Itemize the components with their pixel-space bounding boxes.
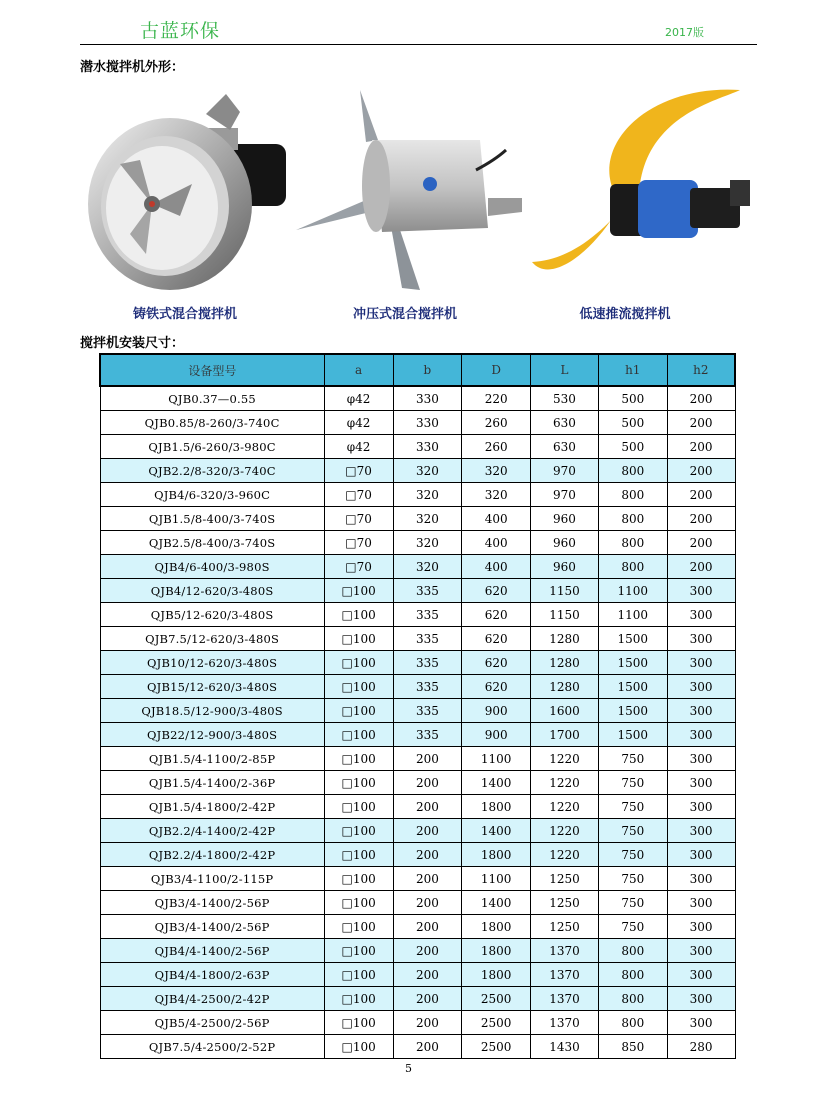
- dimension-cell: 530: [531, 386, 599, 411]
- dimension-cell: 630: [531, 411, 599, 435]
- dimension-cell: 320: [393, 459, 462, 483]
- dimension-cell: 300: [667, 723, 735, 747]
- model-cell: QJB1.5/8-400/3-740S: [100, 507, 324, 531]
- dimension-cell: 1500: [598, 651, 667, 675]
- table-row: [100, 435, 735, 459]
- dimension-cell: 1280: [531, 675, 599, 699]
- dimension-cell: □70: [324, 459, 393, 483]
- dimension-cell: 1800: [462, 915, 531, 939]
- dimension-cell: 750: [598, 747, 667, 771]
- dimension-cell: 300: [667, 843, 735, 867]
- dimension-cell: 750: [598, 915, 667, 939]
- page-number: 5: [405, 1062, 412, 1075]
- dimension-cell: 1430: [531, 1035, 599, 1059]
- dimension-cell: 300: [667, 795, 735, 819]
- table-row: [100, 651, 735, 675]
- table-row: [100, 819, 735, 843]
- dimension-cell: 300: [667, 579, 735, 603]
- dimension-cell: 750: [598, 891, 667, 915]
- dimension-cell: □70: [324, 555, 393, 579]
- dimension-cell: 335: [393, 603, 462, 627]
- dimension-cell: □70: [324, 483, 393, 507]
- table-row: [100, 507, 735, 531]
- dimension-cell: 750: [598, 843, 667, 867]
- dimension-cell: 220: [462, 386, 531, 411]
- dimension-cell: □70: [324, 507, 393, 531]
- dimension-cell: 1500: [598, 723, 667, 747]
- column-header: L: [531, 354, 599, 386]
- dimension-cell: 1500: [598, 627, 667, 651]
- dimension-cell: □100: [324, 723, 393, 747]
- model-cell: QJB4/6-400/3-980S: [100, 555, 324, 579]
- dimension-cell: 1700: [531, 723, 599, 747]
- model-cell: QJB7.5/4-2500/2-52P: [100, 1035, 324, 1059]
- dimension-cell: 800: [598, 555, 667, 579]
- dimension-cell: 335: [393, 627, 462, 651]
- dimension-cell: 2500: [462, 987, 531, 1011]
- edition-label: 2017版: [665, 26, 704, 39]
- dimension-cell: □100: [324, 603, 393, 627]
- dimension-cell: 500: [598, 435, 667, 459]
- dimension-cell: 800: [598, 963, 667, 987]
- dimension-cell: 620: [462, 651, 531, 675]
- dimension-cell: 620: [462, 675, 531, 699]
- dimensions-table: [99, 353, 736, 1059]
- table-row: [100, 747, 735, 771]
- model-cell: QJB5/12-620/3-480S: [100, 603, 324, 627]
- dimension-cell: 330: [393, 386, 462, 411]
- model-cell: QJB3/4-1100/2-115P: [100, 867, 324, 891]
- dimension-cell: 1800: [462, 843, 531, 867]
- dimension-cell: 300: [667, 891, 735, 915]
- section-title-appearance: 潜水搅拌机外形：: [80, 60, 185, 75]
- model-cell: QJB22/12-900/3-480S: [100, 723, 324, 747]
- dimension-cell: 335: [393, 675, 462, 699]
- table-row: [100, 939, 735, 963]
- dimension-cell: 800: [598, 483, 667, 507]
- dimension-cell: 200: [393, 915, 462, 939]
- model-cell: QJB4/6-320/3-960C: [100, 483, 324, 507]
- caption-stamped-mixer: 冲压式混合搅拌机: [352, 307, 457, 322]
- dimension-cell: 1500: [598, 699, 667, 723]
- section-title-install-dimensions: 搅拌机安装尺寸：: [80, 336, 185, 351]
- dimension-cell: □100: [324, 651, 393, 675]
- low-speed-flow-mixer-image: [530, 84, 760, 294]
- dimension-cell: 970: [531, 459, 599, 483]
- dimension-cell: 800: [598, 939, 667, 963]
- dimension-cell: 200: [393, 747, 462, 771]
- dimension-cell: □100: [324, 579, 393, 603]
- table-body: [100, 386, 735, 1059]
- table-row: [100, 579, 735, 603]
- table-row: [100, 483, 735, 507]
- dimension-cell: φ42: [324, 411, 393, 435]
- dimension-cell: 750: [598, 819, 667, 843]
- dimension-cell: 320: [462, 459, 531, 483]
- dimension-cell: 1250: [531, 867, 599, 891]
- dimension-cell: 300: [667, 915, 735, 939]
- dimension-cell: 400: [462, 555, 531, 579]
- table-row: [100, 531, 735, 555]
- dimension-cell: 200: [393, 795, 462, 819]
- dimension-cell: 260: [462, 411, 531, 435]
- table-row: [100, 411, 735, 435]
- dimension-cell: 200: [393, 843, 462, 867]
- table-row: [100, 867, 735, 891]
- dimension-cell: 1370: [531, 963, 599, 987]
- dimension-cell: □100: [324, 1011, 393, 1035]
- table-row: [100, 675, 735, 699]
- dimension-cell: 200: [667, 507, 735, 531]
- dimension-cell: 500: [598, 411, 667, 435]
- dimension-cell: □100: [324, 795, 393, 819]
- column-header: b: [393, 354, 462, 386]
- dimension-cell: 300: [667, 819, 735, 843]
- dimension-cell: 800: [598, 507, 667, 531]
- dimension-cell: 960: [531, 555, 599, 579]
- model-cell: QJB4/4-2500/2-42P: [100, 987, 324, 1011]
- model-cell: QJB0.37—0.55: [100, 386, 324, 411]
- dimension-cell: 400: [462, 531, 531, 555]
- dimension-cell: φ42: [324, 386, 393, 411]
- table-row: [100, 1035, 735, 1059]
- dimension-cell: 200: [393, 819, 462, 843]
- header-divider: [80, 44, 757, 45]
- table-row: [100, 459, 735, 483]
- table-row: [100, 603, 735, 627]
- dimension-cell: 200: [393, 891, 462, 915]
- dimension-cell: 1800: [462, 795, 531, 819]
- column-header: h1: [598, 354, 667, 386]
- model-cell: QJB18.5/12-900/3-480S: [100, 699, 324, 723]
- dimension-cell: 300: [667, 651, 735, 675]
- model-cell: QJB1.5/4-1100/2-85P: [100, 747, 324, 771]
- dimension-cell: 960: [531, 531, 599, 555]
- dimension-cell: 1220: [531, 771, 599, 795]
- dimension-cell: 800: [598, 1011, 667, 1035]
- model-cell: QJB5/4-2500/2-56P: [100, 1011, 324, 1035]
- dimension-cell: 300: [667, 1011, 735, 1035]
- dimension-cell: 330: [393, 411, 462, 435]
- dimension-cell: 1280: [531, 627, 599, 651]
- dimension-cell: □70: [324, 531, 393, 555]
- column-header: D: [462, 354, 531, 386]
- dimension-cell: 1220: [531, 747, 599, 771]
- dimension-cell: □100: [324, 987, 393, 1011]
- column-header: h2: [667, 354, 735, 386]
- table-row: [100, 1011, 735, 1035]
- model-cell: QJB1.5/4-1400/2-36P: [100, 771, 324, 795]
- model-cell: QJB15/12-620/3-480S: [100, 675, 324, 699]
- dimension-cell: 960: [531, 507, 599, 531]
- dimension-cell: 200: [393, 939, 462, 963]
- dimension-cell: 970: [531, 483, 599, 507]
- dimension-cell: 1250: [531, 915, 599, 939]
- column-header: a: [324, 354, 393, 386]
- dimension-cell: 1600: [531, 699, 599, 723]
- dimension-cell: 1800: [462, 939, 531, 963]
- dimension-cell: 200: [667, 435, 735, 459]
- dimension-cell: 300: [667, 675, 735, 699]
- dimension-cell: 800: [598, 987, 667, 1011]
- dimension-cell: 750: [598, 771, 667, 795]
- dimension-cell: 200: [667, 531, 735, 555]
- dimension-cell: 320: [393, 483, 462, 507]
- dimension-cell: □100: [324, 747, 393, 771]
- table-row: [100, 987, 735, 1011]
- dimension-cell: 900: [462, 723, 531, 747]
- dimension-cell: 630: [531, 435, 599, 459]
- dimension-cell: 320: [393, 507, 462, 531]
- dimension-cell: 320: [393, 531, 462, 555]
- dimension-cell: 320: [462, 483, 531, 507]
- dimension-cell: 330: [393, 435, 462, 459]
- model-cell: QJB4/12-620/3-480S: [100, 579, 324, 603]
- caption-cast-iron-mixer: 铸铁式混合搅拌机: [132, 307, 237, 322]
- dimension-cell: 620: [462, 603, 531, 627]
- dimension-cell: 260: [462, 435, 531, 459]
- dimension-cell: □100: [324, 939, 393, 963]
- dimension-cell: 800: [598, 459, 667, 483]
- dimension-cell: 300: [667, 627, 735, 651]
- dimension-cell: 2500: [462, 1035, 531, 1059]
- dimension-cell: 800: [598, 531, 667, 555]
- dimension-cell: 400: [462, 507, 531, 531]
- table-row: [100, 963, 735, 987]
- cast-iron-mixer-image: [80, 84, 290, 294]
- model-cell: QJB4/4-1800/2-63P: [100, 963, 324, 987]
- dimension-cell: 300: [667, 987, 735, 1011]
- dimension-cell: 200: [393, 867, 462, 891]
- dimension-cell: 1500: [598, 675, 667, 699]
- dimension-cell: 200: [667, 483, 735, 507]
- dimension-cell: 1220: [531, 819, 599, 843]
- dimension-cell: 1800: [462, 963, 531, 987]
- dimension-cell: □100: [324, 891, 393, 915]
- dimension-cell: □100: [324, 1035, 393, 1059]
- column-header: 设备型号: [100, 354, 324, 386]
- dimension-cell: 1220: [531, 795, 599, 819]
- dimension-cell: 280: [667, 1035, 735, 1059]
- dimension-cell: 300: [667, 603, 735, 627]
- dimension-cell: 200: [667, 386, 735, 411]
- dimension-cell: 200: [393, 771, 462, 795]
- dimension-cell: □100: [324, 867, 393, 891]
- table-row: [100, 771, 735, 795]
- dimension-cell: 335: [393, 651, 462, 675]
- brand-logo: 古蓝环保: [140, 20, 221, 42]
- dimension-cell: 200: [667, 411, 735, 435]
- table-row: [100, 843, 735, 867]
- dimension-cell: 300: [667, 747, 735, 771]
- dimension-cell: 300: [667, 939, 735, 963]
- dimension-cell: 1280: [531, 651, 599, 675]
- table-row: [100, 555, 735, 579]
- dimension-cell: 200: [393, 1011, 462, 1035]
- stamped-mixer-image: [290, 80, 530, 295]
- table-row: [100, 386, 735, 411]
- table-row: [100, 891, 735, 915]
- dimension-cell: 320: [393, 555, 462, 579]
- dimension-cell: 200: [393, 963, 462, 987]
- dimension-cell: 620: [462, 627, 531, 651]
- dimension-cell: □100: [324, 915, 393, 939]
- dimension-cell: 300: [667, 771, 735, 795]
- dimension-cell: 1400: [462, 819, 531, 843]
- dimension-cell: □100: [324, 699, 393, 723]
- dimension-cell: 200: [393, 987, 462, 1011]
- dimension-cell: 620: [462, 579, 531, 603]
- dimension-cell: 1370: [531, 987, 599, 1011]
- dimension-cell: 335: [393, 579, 462, 603]
- model-cell: QJB3/4-1400/2-56P: [100, 891, 324, 915]
- dimension-cell: 1100: [598, 603, 667, 627]
- dimension-cell: 1400: [462, 771, 531, 795]
- model-cell: QJB2.5/8-400/3-740S: [100, 531, 324, 555]
- model-cell: QJB3/4-1400/2-56P: [100, 915, 324, 939]
- table-row: [100, 915, 735, 939]
- dimension-cell: 335: [393, 723, 462, 747]
- dimension-cell: 335: [393, 699, 462, 723]
- dimension-cell: □100: [324, 627, 393, 651]
- model-cell: QJB10/12-620/3-480S: [100, 651, 324, 675]
- table-header-row: [100, 354, 735, 386]
- dimension-cell: 1400: [462, 891, 531, 915]
- dimension-cell: 1370: [531, 1011, 599, 1035]
- dimension-cell: 750: [598, 867, 667, 891]
- dimension-cell: 300: [667, 699, 735, 723]
- model-cell: QJB1.5/4-1800/2-42P: [100, 795, 324, 819]
- table-row: [100, 795, 735, 819]
- model-cell: QJB7.5/12-620/3-480S: [100, 627, 324, 651]
- dimension-cell: □100: [324, 771, 393, 795]
- table-row: [100, 699, 735, 723]
- table-row: [100, 723, 735, 747]
- dimension-cell: 1220: [531, 843, 599, 867]
- dimension-cell: φ42: [324, 435, 393, 459]
- model-cell: QJB2.2/4-1400/2-42P: [100, 819, 324, 843]
- dimension-cell: 300: [667, 867, 735, 891]
- dimension-cell: 1100: [462, 747, 531, 771]
- dimension-cell: 1100: [598, 579, 667, 603]
- dimension-cell: 1100: [462, 867, 531, 891]
- dimension-cell: 1150: [531, 603, 599, 627]
- dimension-cell: 750: [598, 795, 667, 819]
- dimension-cell: □100: [324, 819, 393, 843]
- model-cell: QJB0.85/8-260/3-740C: [100, 411, 324, 435]
- table-row: [100, 627, 735, 651]
- dimension-cell: □100: [324, 675, 393, 699]
- dimension-cell: 2500: [462, 1011, 531, 1035]
- dimension-cell: 1370: [531, 939, 599, 963]
- dimension-cell: 200: [667, 555, 735, 579]
- model-cell: QJB1.5/6-260/3-980C: [100, 435, 324, 459]
- dimension-cell: 1150: [531, 579, 599, 603]
- caption-low-speed-flow-mixer: 低速推流搅拌机: [579, 307, 671, 322]
- model-cell: QJB4/4-1400/2-56P: [100, 939, 324, 963]
- dimension-cell: □100: [324, 963, 393, 987]
- model-cell: QJB2.2/4-1800/2-42P: [100, 843, 324, 867]
- model-cell: QJB2.2/8-320/3-740C: [100, 459, 324, 483]
- dimension-cell: □100: [324, 843, 393, 867]
- dimension-cell: 1250: [531, 891, 599, 915]
- dimension-cell: 300: [667, 963, 735, 987]
- dimension-cell: 500: [598, 386, 667, 411]
- dimension-cell: 200: [667, 459, 735, 483]
- dimension-cell: 850: [598, 1035, 667, 1059]
- dimension-cell: 900: [462, 699, 531, 723]
- dimension-cell: 200: [393, 1035, 462, 1059]
